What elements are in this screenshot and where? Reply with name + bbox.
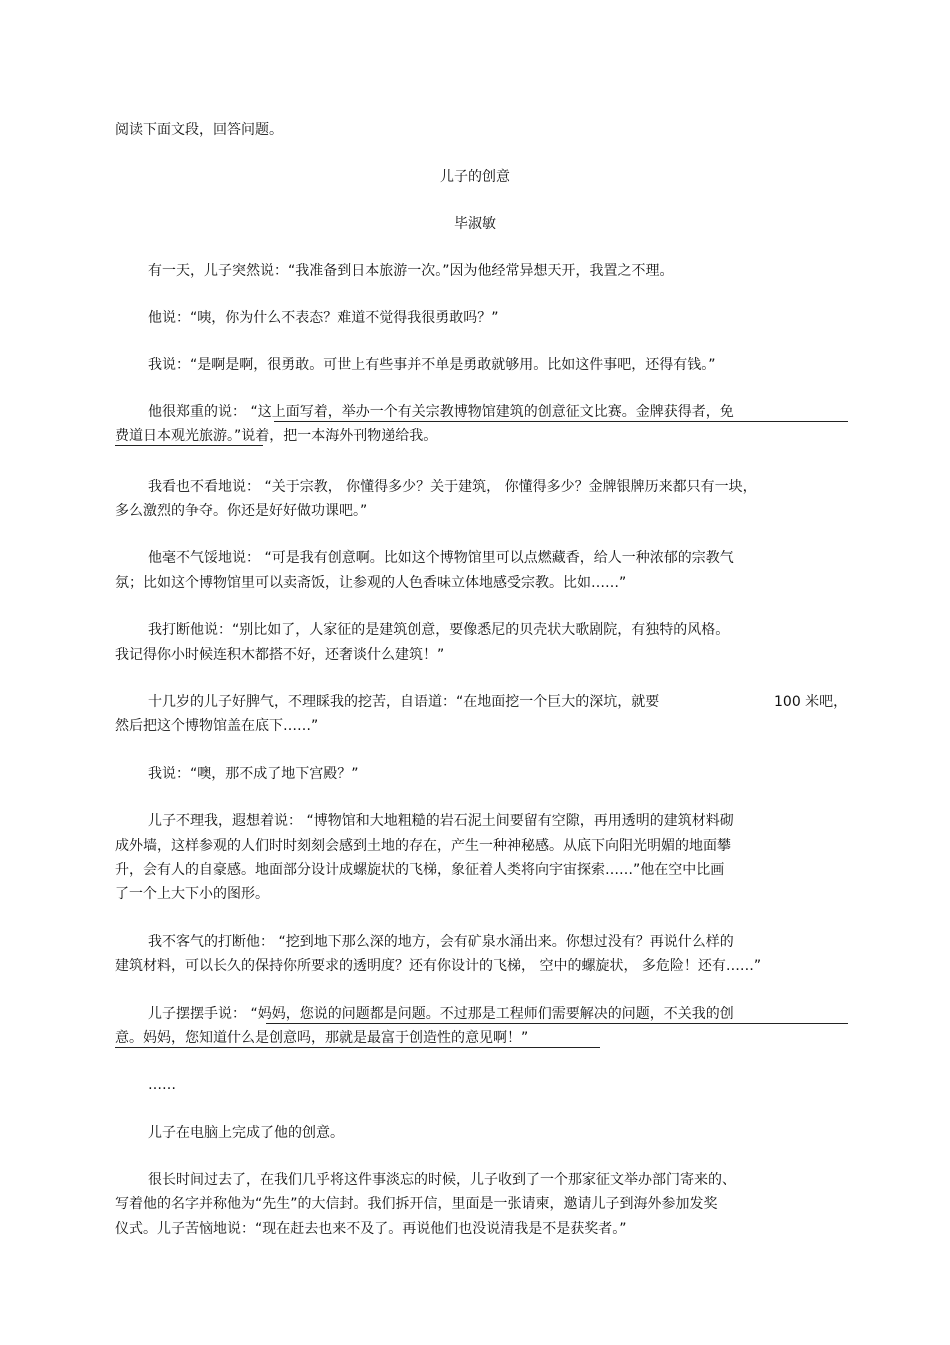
paragraph-line: 氛；比如这个博物馆里可以卖斋饭，让参观的人色香味立体地感受宗教。比如……” — [115, 575, 627, 591]
paragraph-line: 我看也不看地说： “关于宗教， 你懂得多少？关于建筑， 你懂得多少？金牌银牌历来都只有一块， — [148, 479, 757, 495]
underline-mark — [274, 421, 848, 422]
paragraph-line: 我说：“噢，那不成了地下宫殿？” — [148, 766, 359, 782]
paragraph-line: …… — [148, 1077, 176, 1093]
paragraph-line: 我打断他说：“别比如了，人家征的是建筑创意，要像悉尼的贝壳状大歌剧院，有独特的风格。 — [148, 622, 730, 638]
paragraph-line: 意。妈妈，您知道什么是创意吗，那就是最富于创造性的意见啊！” — [115, 1030, 529, 1046]
paragraph-line: 很长时间过去了，在我们几乎将这件事淡忘的时候，儿子收到了一个那家征文举办部门寄来的、 — [148, 1172, 736, 1188]
underline-mark — [115, 1047, 600, 1048]
paragraph-line: 有一天，儿子突然说：“我准备到日本旅游一次。”因为他经常异想天开，我置之不理。 — [148, 263, 674, 279]
paragraph-line: 写着他的名字并称他为“先生”的大信封。我们拆开信，里面是一张请柬，邀请儿子到海外参加发奖 — [115, 1196, 718, 1212]
paragraph-line: 费道日本观光旅游。”说着，把一本海外刊物递给我。 — [115, 428, 438, 444]
paragraph-line: 100 米吧， — [774, 694, 848, 710]
paragraph-line: 儿子在电脑上完成了他的创意。 — [148, 1125, 344, 1141]
paragraph-line: 多么激烈的争夺。你还是好好做功课吧。” — [115, 503, 368, 519]
paragraph-line: 建筑材料，可以长久的保持你所要求的透明度？还有你设计的飞梯， 空中的螺旋状， 多危险！还有……” — [115, 958, 762, 974]
paragraph-line: 他说：“咦，你为什么不表态？难道不觉得我很勇敢吗？” — [148, 310, 499, 326]
paragraph-line: 成外墙，这样参观的人们时时刻刻会感到土地的存在，产生一种神秘感。从底下向阳光明媚的地面攀 — [115, 838, 731, 854]
paragraph-line: 升，会有人的自豪感。地面部分设计成螺旋状的飞梯，象征着人类将向宇宙探索……”他在空中比画 — [115, 862, 725, 878]
paragraph-line: 了一个上大下小的图形。 — [115, 886, 269, 902]
paragraph-line: 十几岁的儿子好脾气，不理睬我的挖苦，自语道：“在地面挖一个巨大的深坑，就要 — [148, 694, 660, 710]
instruction-text: 阅读下面文段，回答问题。 — [115, 122, 283, 138]
paragraph-line: 然后把这个博物馆盖在底下……” — [115, 718, 319, 734]
paragraph-line: 我记得你小时候连积木都搭不好，还奢谈什么建筑！” — [115, 647, 445, 663]
paragraph-line: 他很郑重的说： “这上面写着，举办一个有关宗教博物馆建筑的创意征文比赛。金牌获得者，免 — [148, 404, 734, 420]
underline-mark — [266, 1023, 848, 1024]
article-author: 毕淑敏 — [454, 216, 496, 232]
article-title: 儿子的创意 — [440, 169, 510, 185]
paragraph-line: 我说：“是啊是啊，很勇敢。可世上有些事并不单是勇敢就够用。比如这件事吧，还得有钱。” — [148, 357, 716, 373]
paragraph-line: 我不客气的打断他： “挖到地下那么深的地方，会有矿泉水涌出来。你想过没有？再说什么样的 — [148, 934, 734, 950]
paragraph-line: 仪式。儿子苦恼地说：“现在赶去也来不及了。再说他们也没说清我是不是获奖者。” — [115, 1221, 627, 1237]
underline-mark — [115, 445, 263, 446]
paragraph-line: 他毫不气馁地说： “可是我有创意啊。比如这个博物馆里可以点燃藏香，给人一种浓郁的宗教气 — [148, 550, 734, 566]
paragraph-line: 儿子不理我，遐想着说： “博物馆和大地粗糙的岩石泥土间要留有空隙，再用透明的建筑材料砌 — [148, 813, 734, 829]
paragraph-line: 儿子摆摆手说： “妈妈，您说的问题都是问题。不过那是工程师们需要解决的问题，不关我的创 — [148, 1006, 734, 1022]
